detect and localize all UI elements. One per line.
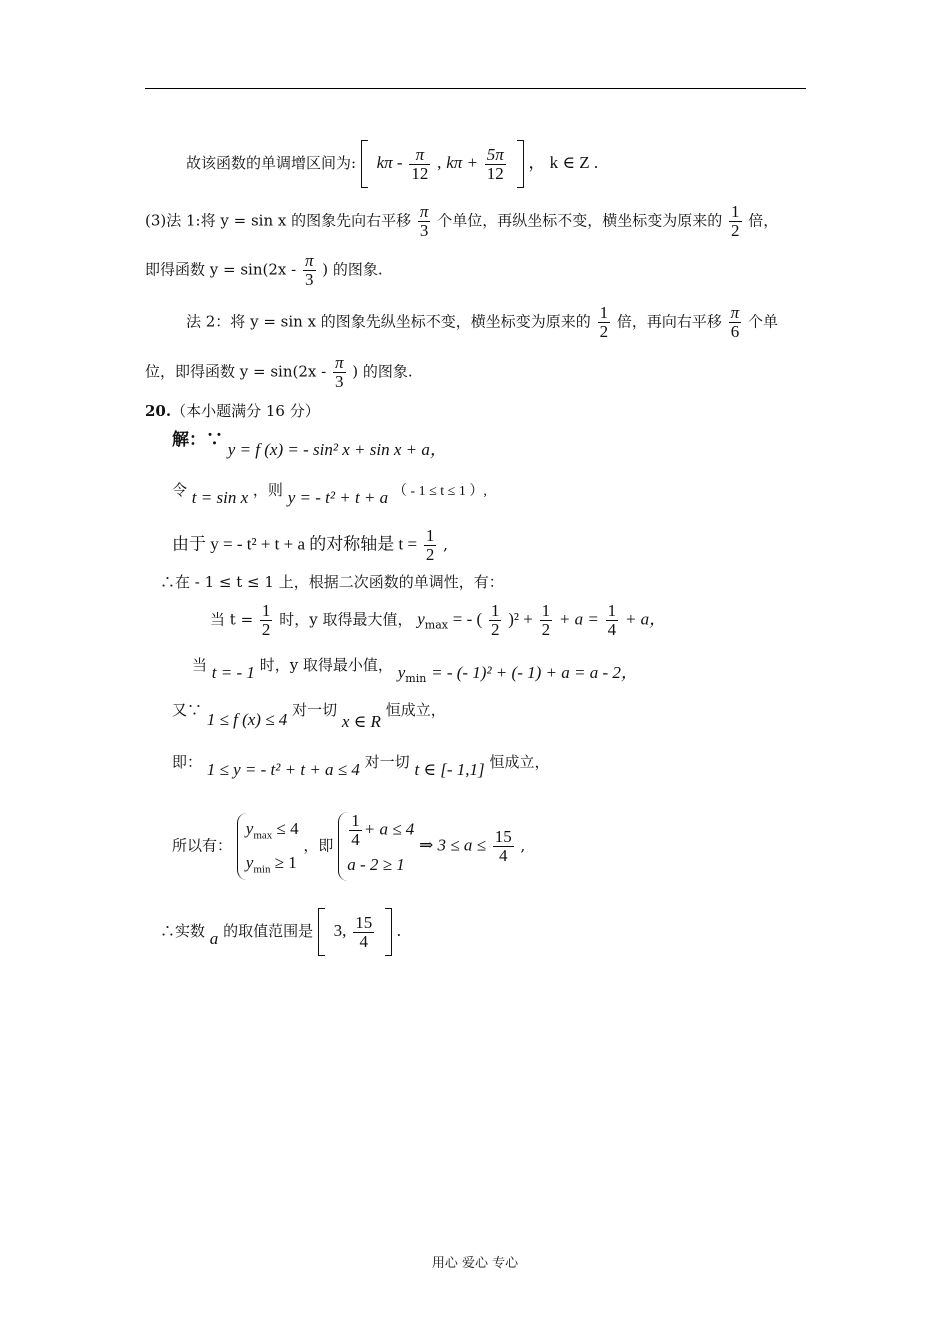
solution-start-line: 解：∵ y = f (x) = - sin² x + sin x + a， (172, 430, 447, 459)
fraction: $\frac{\pi}{12}$ (411, 144, 429, 183)
method-2-result-line: 位，即得函数 y = sin(2x - $\frac{\pi}{3}$ ) 的图象. (145, 353, 413, 391)
page-footer: 用心 爱心 专心 (431, 1256, 519, 1271)
equivalent-condition-line: 即： 1 ≤ y = - t² + t + a ≤ 4 对一切 t ∈ [- 1,1] 恒成立， (172, 753, 550, 779)
monotonic-interval-line: 故该函数的单调增区间为: kπ - $\frac{\pi}{12}$ , kπ + $\frac{5\pi}{12}$ ， k ∈ Z . (186, 140, 598, 188)
fraction: $\frac{1}{2}$ (599, 303, 609, 341)
right-bracket (517, 140, 524, 188)
method-2-line: 法 2：将 y = sin x 的图象先纵坐标不变，横坐标变为原来的 $\frac{1}{2}$ 倍，再向右平移 $\frac{\pi}{6}$ 个单 (186, 303, 778, 341)
axis-of-symmetry-line: 由于 y = - t² + t + a 的对称轴是 t = $\frac{1}{2}$ , (172, 526, 448, 564)
fraction: $\frac{\pi}{6}$ (730, 303, 740, 341)
fraction: $\frac{15}{4}$ (355, 912, 373, 951)
inequality-system-right: $\frac{1}{4}$ + a ≤ 4 a - 2 ≥ 1 (338, 812, 414, 881)
minimum-line: 当 t = - 1 时，y 取得最小值， $y_{min}$ = - (- 1)² + (- 1) + a = a - 2， (192, 656, 638, 685)
condition-line: 又∵ 1 ≤ f (x) ≤ 4 对一切 x ∈ R 恒成立， (172, 701, 446, 731)
fraction: $\frac{1}{2}$ (541, 601, 551, 639)
monotonicity-line: ∴在 - 1 ≤ t ≤ 1 上，根据二次函数的单调性，有： (160, 573, 504, 591)
fraction: $\frac{1}{2}$ (261, 601, 271, 639)
fraction: $\frac{15}{4}$ (494, 827, 512, 865)
left-bracket (361, 140, 368, 188)
fraction: $\frac{\pi}{3}$ (304, 251, 314, 289)
system-line: 所以有： $y_{max} \le 4$ $y_{min} \ge 1$ ，即 $\frac{1}{4}$ + a ≤ 4 a - 2 ≥ 1 ⇒ 3 ≤ a ≤ $\frac{15}{4}$ , (172, 812, 525, 881)
fraction: $\frac{1}{2}$ (490, 601, 500, 639)
fraction: $\frac{1}{2}$ (731, 202, 740, 240)
maximum-line: 当 t = $\frac{1}{2}$ 时，y 取得最大值， $y_{max}$ = - ( $\frac{1}{2}$ )² + $\frac{1}{2}$ + a = $\frac{1}{4}$ + a， (210, 601, 667, 639)
right-bracket (385, 908, 392, 956)
method-1-result-line: 即得函数 y = sin(2x - $\frac{\pi}{3}$ ) 的图象. (145, 251, 383, 289)
method-1-line: (3)法 1:将 y = sin x 的图象先向右平移 $\frac{\pi}{3}$ 个单位，再纵坐标不变，横坐标变为原来的 $\frac{1}{2}$ 倍， (145, 202, 779, 240)
fraction: $\frac{1}{4}$ (607, 601, 617, 639)
left-bracket (318, 908, 325, 956)
range-result-line: ∴实数 a 的取值范围是 3, $\frac{15}{4}$ . (160, 908, 401, 956)
fraction: $\frac{\pi}{3}$ (419, 202, 429, 240)
inequality-system-left: $y_{max} \le 4$ $y_{min} \ge 1$ (237, 813, 299, 880)
header-rule (145, 88, 806, 89)
fraction: $\frac{1}{2}$ (425, 526, 435, 564)
substitution-line: 令 t = sin x ，则 y = - t² + t + a （ - 1 ≤ t ≤ 1 ）, (172, 481, 487, 507)
fraction: $\frac{5\pi}{12}$ (486, 144, 504, 183)
fraction: $\frac{\pi}{3}$ (334, 353, 344, 391)
problem-20-heading: 20.（本小题满分 16 分） (145, 402, 320, 420)
